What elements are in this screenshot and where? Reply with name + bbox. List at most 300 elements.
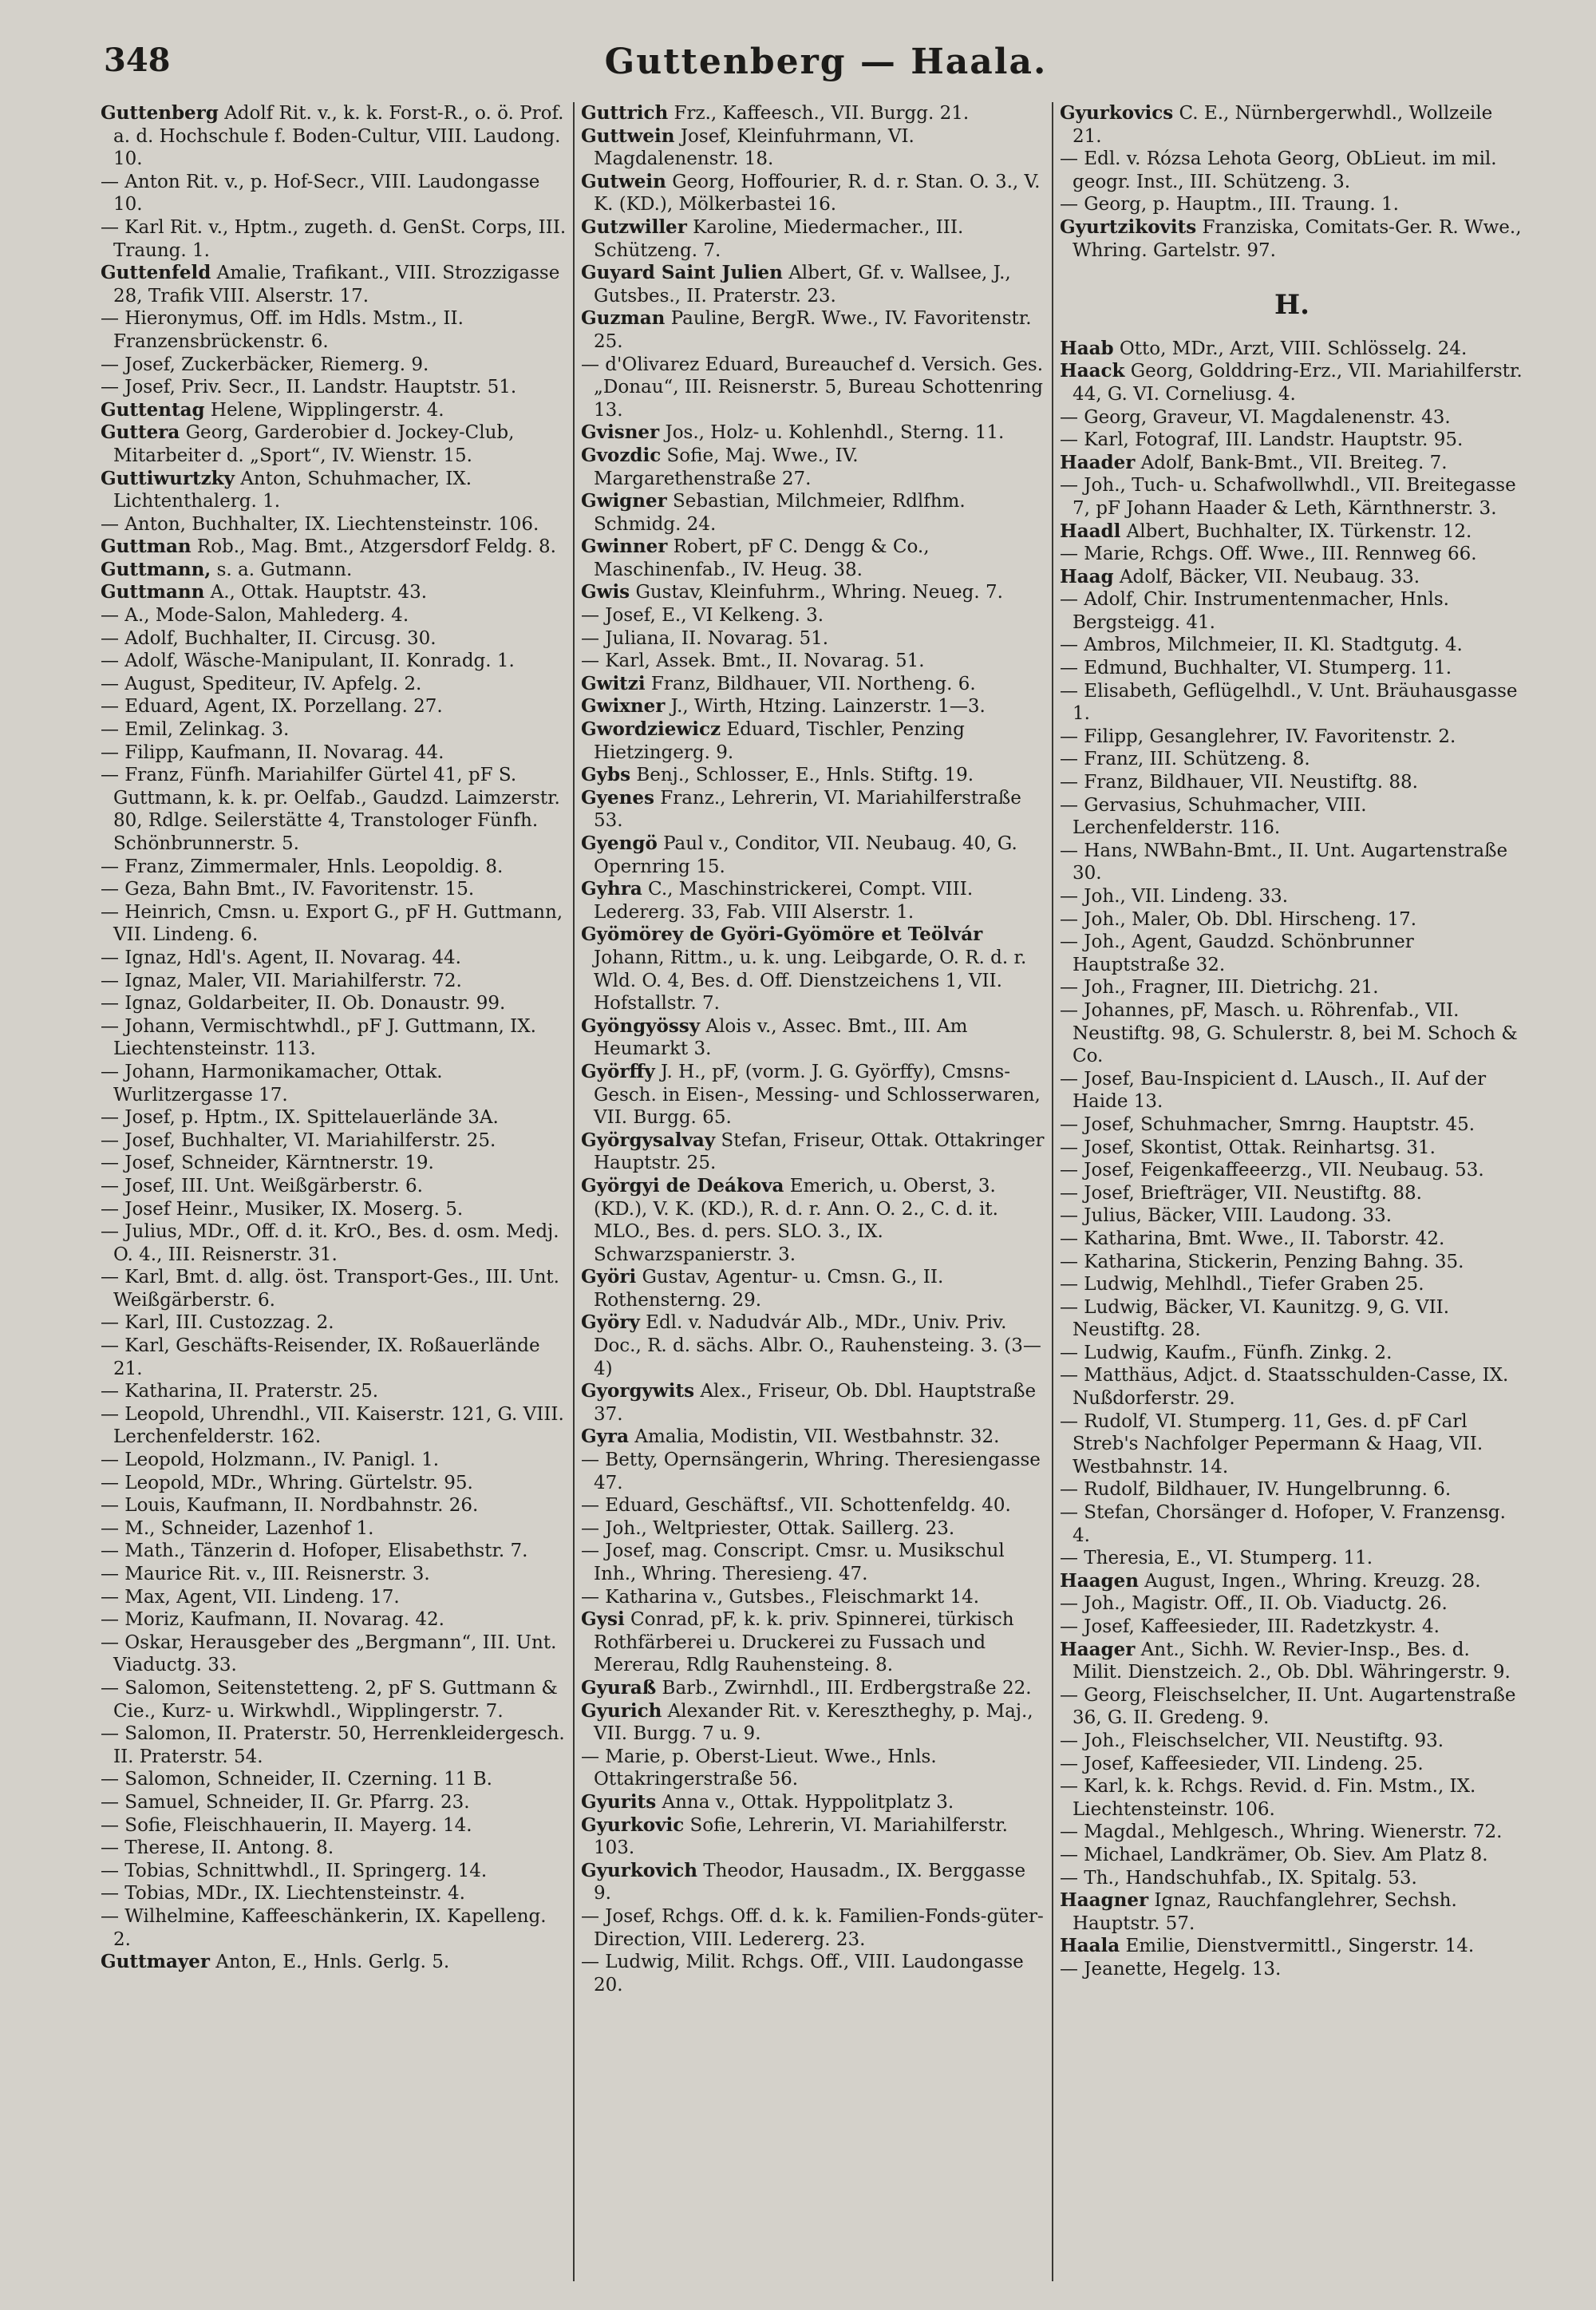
directory-entry — [581, 1951, 1045, 1996]
directory-entry — [581, 1061, 1045, 1129]
entry-surname: Haack — [1060, 360, 1125, 382]
entry-surname: Haager — [1060, 1638, 1136, 1660]
directory-entry — [581, 1608, 1045, 1677]
entry-details: — Joh., Fleischselcher, VII. Neustiftg. 93. — [1060, 1730, 1444, 1751]
directory-entry — [101, 947, 567, 970]
directory-entry — [581, 718, 1045, 764]
entry-surname: Guttrich — [581, 102, 669, 124]
directory-entry — [581, 1175, 1045, 1266]
entry-surname: Gyömörey de Györi-Gyömöre et Teölvár — [581, 924, 983, 946]
entry-details: — Josef, mag. Conscript. Cmsr. u. Musikschul Inh., Whring. Theresieng. 47. — [581, 1541, 1005, 1584]
directory-entry — [581, 1700, 1045, 1746]
entry-details: — Eduard, Geschäftsf., VII. Schottenfeldg. 40. — [581, 1495, 1011, 1517]
entry-surname: Györgysalvay — [581, 1129, 716, 1151]
directory-entry — [581, 1905, 1045, 1951]
entry-surname: Györgyi de Deákova — [581, 1174, 784, 1197]
directory-entry — [1060, 976, 1524, 999]
directory-entry — [101, 1198, 567, 1221]
entry-details: Theodor, Hausadm., IX. Berggasse 9. — [594, 1860, 1026, 1905]
entry-details: — Katharina, Bmt. Wwe., II. Taborstr. 42. — [1060, 1228, 1445, 1249]
entry-details: — Marie, Rchgs. Off. Wwe., III. Rennweg 66. — [1060, 544, 1477, 565]
entry-details: Paul v., Conditor, VII. Neubaug. 40, G. Opernring 15. — [594, 833, 1017, 877]
entry-details: Frz., Kaffeesch., VII. Burgg. 21. — [668, 103, 970, 124]
entry-surname: Guttentag — [101, 398, 205, 421]
entry-details: Georg, Hoffourier, R. d. r. Stan. O. 3., V. K. (KD.), Mölkerbastei 16. — [594, 171, 1041, 216]
directory-entry — [1060, 771, 1524, 794]
directory-entry — [101, 262, 567, 307]
entry-surname: Haag — [1060, 565, 1114, 587]
directory-entry — [581, 1015, 1045, 1061]
entry-details: — Katharina, Stickerin, Penzing Bahng. 35. — [1060, 1251, 1464, 1272]
directory-entry — [1060, 360, 1524, 405]
directory-entry — [101, 399, 567, 422]
directory-entry — [101, 1791, 567, 1814]
entry-surname: Gvozdic — [581, 444, 662, 466]
entry-surname: Gyorgywits — [581, 1380, 695, 1402]
entry-details: — Stefan, Chorsänger d. Hofoper, V. Franzensg. 4. — [1060, 1502, 1506, 1546]
directory-entry — [581, 673, 1045, 696]
entry-surname: Györffy — [581, 1060, 655, 1082]
directory-entry — [1060, 216, 1524, 262]
directory-entry — [1060, 1935, 1524, 1958]
entry-surname: Gyenes — [581, 786, 654, 809]
entry-details: — Edl. v. Rózsa Lehota Georg, ObLieut. im mil. geogr. Inst., III. Schützeng. 3. — [1060, 148, 1497, 192]
entry-details: Eduard, Tischler, Penzing Hietzingerg. 9. — [594, 719, 965, 763]
directory-entry — [101, 468, 567, 513]
directory-entry — [581, 627, 1045, 651]
directory-entry — [1060, 148, 1524, 193]
directory-entry — [1060, 566, 1524, 589]
entry-details: — Ludwig, Kaufm., Fünfh. Zinkg. 2. — [1060, 1342, 1393, 1363]
directory-entry — [1060, 338, 1524, 361]
directory-entry — [1060, 1273, 1524, 1296]
entry-details: — Filipp, Gesanglehrer, IV. Favoritenstr. 2. — [1060, 726, 1456, 747]
directory-entry — [1060, 1570, 1524, 1593]
directory-entry — [101, 650, 567, 673]
entry-details: — Josef, III. Unt. Weißgärberstr. 6. — [101, 1175, 423, 1197]
directory-entry — [1060, 543, 1524, 566]
entry-details: — Samuel, Schneider, II. Gr. Pfarrg. 23. — [101, 1791, 470, 1813]
entry-details: Georg, Golddring-Erz., VII. Mariahilferstr. 44, G. VI. Corneliusg. 4. — [1073, 361, 1523, 405]
entry-surname: Gwis — [581, 581, 630, 603]
entry-details: Otto, MDr., Arzt, VIII. Schlösselg. 24. — [1113, 338, 1468, 359]
entry-details: — Ignaz, Maler, VII. Mariahilferstr. 72. — [101, 970, 462, 991]
entry-details: — Louis, Kaufmann, II. Nordbahnstr. 26. — [101, 1495, 479, 1517]
directory-entry — [581, 1540, 1045, 1585]
directory-entry — [101, 171, 567, 216]
directory-entry — [1060, 474, 1524, 520]
directory-entry — [581, 1311, 1045, 1380]
entry-details: — Josef, Rchgs. Off. d. k. k. Familien-Fonds-güter-Direction, VIII. Ledererg. 23. — [581, 1905, 1044, 1950]
entry-details: — Wilhelmine, Kaffeeschänkerin, IX. Kapelleng. 2. — [101, 1905, 547, 1950]
entry-details: — A., Mode-Salon, Mahlederg. 4. — [101, 605, 409, 627]
directory-entry — [101, 1723, 567, 1768]
entry-details: — Josef, Skontist, Ottak. Reinhartsg. 31. — [1060, 1137, 1436, 1158]
entry-details: — Ignaz, Goldarbeiter, II. Ob. Donaustr. 99. — [101, 993, 506, 1015]
directory-entry — [101, 764, 567, 855]
entry-details: — Karl, Fotograf, III. Landstr. Hauptstr. 95. — [1060, 429, 1464, 451]
entry-details: Pauline, BergR. Wwe., IV. Favoritenstr. 25. — [594, 308, 1032, 352]
directory-entry — [581, 787, 1045, 833]
entry-details: — Josef, Zuckerbäcker, Riemerg. 9. — [101, 354, 429, 375]
entry-details: Josef, Kleinfuhrmann, VI. Magdalenenstr. 18. — [594, 125, 915, 170]
entry-surname: Gyurits — [581, 1790, 657, 1813]
entry-details: — Salomon, Schneider, II. Czerning. 11 B. — [101, 1769, 492, 1790]
entry-details: Alex., Friseur, Ob. Dbl. Hauptstraße 37. — [594, 1381, 1037, 1425]
entry-details: — Franz, Zimmermaler, Hnls. Leopoldig. 8. — [101, 856, 504, 877]
entry-details: — Max, Agent, VII. Lindeng. 17. — [101, 1586, 400, 1608]
entry-details: — Sofie, Fleischhauerin, II. Mayerg. 14. — [101, 1814, 472, 1836]
directory-entry — [101, 1152, 567, 1175]
entry-details: — Anton Rit. v., p. Hof-Secr., VIII. Laudongasse 10. — [101, 171, 540, 216]
entry-surname: Gyurkovich — [581, 1859, 697, 1881]
page-header — [96, 42, 1556, 97]
entry-surname: Haadl — [1060, 520, 1121, 542]
directory-entry — [581, 1129, 1045, 1175]
directory-entry — [581, 262, 1045, 307]
directory-entry — [101, 1632, 567, 1677]
entry-details: Emerich, u. Oberst, 3. (KD.), V. K. (KD.), R. d. r. Ann. O. 2., C. d. it. MLO., Bes. d. pers. SLO. 3., IX. Schwarzspanierstr. 3. — [594, 1175, 998, 1265]
entry-details: — Michael, Landkrämer, Ob. Siev. Am Platz 8. — [1060, 1844, 1488, 1865]
directory-entry — [101, 216, 567, 262]
directory-entry — [101, 718, 567, 742]
entry-surname: Guttman — [101, 536, 192, 558]
entry-details: — Adolf, Buchhalter, II. Circusg. 30. — [101, 627, 437, 649]
entry-details: — Julius, MDr., Off. d. it. KrO., Bes. d. osm. Medj. O. 4., III. Reisnerstr. 31. — [101, 1221, 559, 1265]
entry-details: Anton, E., Hnls. Gerlg. 5. — [209, 1952, 450, 1973]
entry-details: Adolf Rit. v., k. k. Forst-R., o. ö. Prof. a. d. Hochschule f. Boden-Cultur, VIII. Laudong. 10. — [113, 103, 564, 170]
entry-details: — Ignaz, Hdl's. Agent, II. Novarag. 44. — [101, 947, 461, 968]
directory-entry — [1060, 1958, 1524, 1981]
entry-details: Albert, Buchhalter, IX. Türkenstr. 12. — [1120, 520, 1472, 542]
entry-details: — Joh., Maler, Ob. Dbl. Hirscheng. 17. — [1060, 908, 1417, 930]
directory-entry — [1060, 1889, 1524, 1935]
directory-entry — [101, 1905, 567, 1951]
entry-details: — Ludwig, Bäcker, VI. Kaunitzg. 9, G. VII. Neustiftg. 28. — [1060, 1296, 1450, 1341]
entry-details: — Josef, Kaffeesieder, III. Radetzkystr. 4. — [1060, 1616, 1440, 1637]
directory-entry — [101, 1380, 567, 1403]
directory-entry — [101, 1608, 567, 1632]
entry-surname: Gybs — [581, 764, 631, 786]
entry-surname: Gyurtzikovits — [1060, 216, 1197, 238]
directory-entry — [1060, 1616, 1524, 1639]
entry-details: Amalie, Trafikant., VIII. Strozzigasse 28, Trafik VIII. Alserstr. 17. — [113, 263, 560, 307]
entry-details: — Franz, Fünfh. Mariahilfer Gürtel 41, pF S. Guttmann, k. k. pr. Oelfab., Gaudzd. Laimzerstr. 80, Rdlge. Seilerstätte 4, Transtologer Fünfh. Schönbrunnerstr. 5. — [101, 765, 560, 854]
directory-entry — [101, 1586, 567, 1609]
entry-surname: Guttiwurtzky — [101, 467, 235, 489]
entry-details: s. a. Gutmann. — [211, 559, 353, 580]
entry-details: Gustav, Kleinfuhrm., Whring. Neueg. 7. — [630, 582, 1003, 603]
entry-details: — Hans, NWBahn-Bmt., II. Unt. Augartenstraße 30. — [1060, 840, 1508, 884]
entry-surname: Guttenberg — [101, 102, 219, 124]
entry-details: — Josef, Feigenkaffeeerzg., VII. Neubaug. 53. — [1060, 1160, 1484, 1181]
directory-entry — [581, 490, 1045, 536]
entry-surname: Gwinner — [581, 536, 668, 558]
entry-details: Georg, Garderobier d. Jockey-Club, Mitarbeiter d. „Sport“, IV. Wienstr. 15. — [113, 422, 515, 466]
directory-entry — [101, 1403, 567, 1449]
directory-entry — [101, 1563, 567, 1586]
entry-surname: Gwixner — [581, 695, 666, 718]
entry-details: — Karl, Geschäfts-Reisender, IX. Roßauerlände 21. — [101, 1335, 540, 1379]
directory-entry — [1060, 1684, 1524, 1730]
directory-entry — [1060, 931, 1524, 976]
directory-entry — [1060, 999, 1524, 1068]
directory-entry — [1060, 1775, 1524, 1821]
directory-entry — [101, 856, 567, 879]
entry-details: — Adolf, Wäsche-Manipulant, II. Konradg. 1. — [101, 651, 515, 672]
entry-details: — Joh., Fragner, III. Dietrichg. 21. — [1060, 977, 1379, 999]
directory-entry — [581, 1449, 1045, 1494]
entry-details: — Joh., VII. Lindeng. 33. — [1060, 886, 1289, 907]
directory-entry — [581, 1266, 1045, 1311]
directory-entry — [581, 1814, 1045, 1860]
entry-details: Amalia, Modistin, VII. Westbahnstr. 32. — [629, 1426, 1000, 1448]
entry-surname: Gyuraß — [581, 1676, 657, 1699]
entry-details: Rob., Mag. Bmt., Atzgersdorf Feldg. 8. — [191, 536, 556, 558]
entry-details: — Josef Heinr., Musiker, IX. Moserg. 5. — [101, 1198, 464, 1220]
entry-details: — Theresia, E., VI. Stumperg. 11. — [1060, 1548, 1373, 1569]
directory-entry — [101, 1860, 567, 1883]
entry-details: — Salomon, Seitenstetteng. 2, pF S. Guttmann & Cie., Kurz- u. Wirkwhdl., Wipplingerstr. 7. — [101, 1677, 558, 1722]
directory-entry — [101, 1266, 567, 1311]
entry-details: Robert, pF C. Dengg & Co., Maschinenfab., IV. Heug. 38. — [594, 536, 930, 580]
entry-details: — d'Olivarez Eduard, Bureauchef d. Versich. Ges. „Donau“, III. Reisnerstr. 5, Bureau Schottenring 13. — [581, 354, 1044, 421]
directory-entry — [101, 1015, 567, 1061]
directory-entry — [101, 695, 567, 718]
column-2 — [573, 102, 1052, 2281]
entry-details: — Katharina v., Gutsbes., Fleischmarkt 14. — [581, 1586, 980, 1608]
entry-details: A., Ottak. Hauptstr. 43. — [204, 582, 428, 603]
directory-entry — [1060, 657, 1524, 680]
entry-details: Adolf, Bäcker, VII. Neubaug. 33. — [1113, 566, 1420, 587]
entry-surname: Gyhra — [581, 878, 642, 900]
directory-entry — [1060, 1478, 1524, 1501]
directory-entry — [101, 1311, 567, 1335]
directory-entry — [101, 581, 567, 604]
directory-entry — [1060, 1251, 1524, 1274]
entry-details: — Emil, Zelinkag. 3. — [101, 719, 290, 741]
directory-entry — [101, 559, 567, 582]
directory-entry — [101, 376, 567, 399]
entry-surname: Gwitzi — [581, 672, 646, 694]
entry-details: — Georg, Fleischselcher, II. Unt. Augartenstraße 36, G. II. Gredeng. 9. — [1060, 1684, 1516, 1729]
section-heading: H. — [1274, 289, 1310, 322]
entry-details: — Georg, p. Hauptm., III. Traung. 1. — [1060, 194, 1399, 216]
entry-details: — Johann, Vermischtwhdl., pF J. Guttmann, IX. Liechtensteinstr. 113. — [101, 1015, 536, 1060]
directory-entry — [1060, 452, 1524, 475]
directory-entry — [581, 604, 1045, 627]
directory-entry — [101, 673, 567, 696]
entry-details: Edl. v. Nadudvár Alb., MDr., Univ. Priv. Doc., R. d. sächs. Albr. O., Rauhensteing. 3. (3—4) — [594, 1312, 1041, 1379]
entry-details: Alois v., Assec. Bmt., III. Am Heumarkt 3. — [594, 1015, 968, 1060]
entry-details: Alexander Rit. v. Keresztheghy, p. Maj., VII. Burgg. 7 u. 9. — [594, 1700, 1033, 1745]
entry-details: — Matthäus, Adjct. d. Staatsschulden-Casse, IX. Nußdorferstr. 29. — [1060, 1365, 1509, 1410]
directory-entry — [1060, 193, 1524, 216]
directory-entry — [101, 1175, 567, 1198]
entry-details: J., Wirth, Htzing. Lainzerstr. 1—3. — [665, 696, 986, 718]
entry-details: — Franz, III. Schützeng. 8. — [1060, 749, 1310, 770]
directory-entry — [581, 878, 1045, 924]
directory-entry — [101, 1449, 567, 1472]
column-1 — [94, 102, 573, 2281]
entry-surname: Gyurich — [581, 1699, 662, 1722]
entry-details: Franziska, Comitats-Ger. R. Wwe., Whring. Gartelstr. 97. — [1073, 216, 1522, 261]
page-number: 348 — [104, 42, 171, 79]
entry-details: — Karl, Assek. Bmt., II. Novarag. 51. — [581, 651, 925, 672]
entry-details: Albert, Gf. v. Wallsee, J., Gutsbes., II. Praterstr. 23. — [594, 263, 1011, 307]
entry-details: — Anton, Buchhalter, IX. Liechtensteinstr. 106. — [101, 513, 539, 535]
entry-surname: Haader — [1060, 451, 1136, 473]
directory-entry — [1060, 794, 1524, 840]
entry-details: — Magdal., Mehlgesch., Whring. Wienerstr. 72. — [1060, 1821, 1503, 1843]
entry-details: Sofie, Lehrerin, VI. Mariahilferstr. 103. — [594, 1814, 1008, 1859]
directory-entry — [101, 1837, 567, 1860]
directory-entry — [101, 1540, 567, 1563]
directory-entry — [581, 1380, 1045, 1426]
entry-details: — Filipp, Kaufmann, II. Novarag. 44. — [101, 742, 444, 763]
entry-details: — Joh., Weltpriester, Ottak. Saillerg. 23. — [581, 1517, 955, 1539]
directory-entry — [101, 627, 567, 651]
entry-details: — Leopold, MDr., Whring. Gürtelstr. 95. — [101, 1472, 473, 1493]
directory-entry — [581, 1746, 1045, 1791]
entry-details: — Josef, Bau-Inspicient d. LAusch., II. Auf der Haide 13. — [1060, 1068, 1487, 1113]
entry-details: — Joh., Agent, Gaudzd. Schönbrunner Hauptstraße 32. — [1060, 932, 1414, 975]
entry-details: Anna v., Ottak. Hyppolitplatz 3. — [656, 1791, 954, 1813]
entry-details: — Josef, Schneider, Kärntnerstr. 19. — [101, 1153, 434, 1174]
directory-entry — [101, 1882, 567, 1905]
entry-surname: Györi — [581, 1266, 637, 1288]
entry-details: — Th., Handschuhfab., IX. Spitalg. 53. — [1060, 1867, 1417, 1889]
entry-details: — Eduard, Agent, IX. Porzellang. 27. — [101, 696, 443, 718]
entry-details: J. H., pF, (vorm. J. G. Györffy), Cmsns-Gesch. in Eisen-, Messing- und Schlosserwaren, VII. Burgg. 65. — [594, 1061, 1041, 1129]
entry-details: Barb., Zwirnhdl., III. Erdbergstraße 22. — [656, 1677, 1032, 1699]
entry-details: Emilie, Dienstvermittl., Singerstr. 14. — [1120, 1936, 1475, 1957]
entry-details: — Leopold, Holzmann., IV. Panigl. 1. — [101, 1450, 440, 1471]
entry-details: — Moriz, Kaufmann, II. Novarag. 42. — [101, 1609, 444, 1631]
entry-details: — Geza, Bahn Bmt., IV. Favoritenstr. 15. — [101, 879, 475, 900]
entry-details: — Tobias, MDr., IX. Liechtensteinstr. 4. — [101, 1883, 465, 1905]
entry-details: — Leopold, Uhrendhl., VII. Kaiserstr. 121, G. VIII. Lerchenfelderstr. 162. — [101, 1403, 564, 1448]
directory-entry — [1060, 1296, 1524, 1342]
column-3 — [1052, 102, 1531, 2281]
directory-entry — [1060, 1844, 1524, 1867]
entry-details: — Betty, Opernsängerin, Whring. Theresiengasse 47. — [581, 1450, 1041, 1493]
entry-details: — Josef, Kaffeesieder, VII. Lindeng. 25. — [1060, 1753, 1424, 1774]
entry-surname: Guttenfeld — [101, 262, 211, 284]
entry-surname: Gyurkovic — [581, 1814, 685, 1836]
entry-details: — Ambros, Milchmeier, II. Kl. Stadtgutg. 4. — [1060, 635, 1463, 656]
entry-details: C., Maschinstrickerei, Compt. VIII. Ledererg. 33, Fab. VIII Alserstr. 1. — [594, 879, 974, 923]
directory-entry — [581, 1517, 1045, 1541]
entry-details: Ignaz, Rauchfanglehrer, Sechsh. Hauptstr. 57. — [1073, 1890, 1457, 1934]
entry-surname: Györy — [581, 1311, 640, 1334]
entry-details: — Karl Rit. v., Hptm., zugeth. d. GenSt. Corps, III. Traung. 1. — [101, 216, 567, 261]
entry-details: — Georg, Graveur, VI. Magdalenenstr. 43. — [1060, 406, 1451, 428]
entry-surname: Gvisner — [581, 421, 660, 444]
entry-details: — Karl, k. k. Rchgs. Revid. d. Fin. Mstm., IX. Liechtensteinstr. 106. — [1060, 1776, 1476, 1820]
entry-details: — Josef, p. Hptm., IX. Spittelauerlände 3A. — [101, 1107, 499, 1129]
directory-entry — [1060, 1159, 1524, 1182]
directory-entry — [101, 1951, 567, 1974]
entry-details: — August, Spediteur, IV. Apfelg. 2. — [101, 673, 422, 694]
directory-entry — [581, 216, 1045, 262]
entry-surname: Guttmann — [101, 581, 205, 603]
directory-entry — [581, 421, 1045, 445]
directory-entry — [581, 1677, 1045, 1700]
directory-entry — [101, 421, 567, 467]
entry-details: — Ludwig, Milit. Rchgs. Off., VIII. Laudongasse 20. — [581, 1952, 1024, 1996]
entry-details: Karoline, Miedermacher., III. Schützeng. 7. — [594, 216, 964, 261]
directory-entry — [1060, 102, 1524, 148]
directory-entry — [1060, 1068, 1524, 1113]
entry-details: — M., Schneider, Lazenhof 1. — [101, 1517, 374, 1539]
directory-entry — [101, 992, 567, 1015]
entry-surname: Guzman — [581, 307, 666, 330]
directory-entry — [581, 102, 1045, 125]
entry-details: — Maurice Rit. v., III. Reisnerstr. 3. — [101, 1564, 430, 1584]
entry-surname: Guttmann, — [101, 558, 211, 580]
directory-entry — [101, 1220, 567, 1266]
directory-entry — [581, 307, 1045, 353]
directory-entry — [101, 354, 567, 377]
entry-surname: Gwordziewicz — [581, 718, 721, 741]
entry-details: — Heinrich, Cmsn. u. Export G., pF H. Guttmann, VII. Lindeng. 6. — [101, 901, 563, 946]
entry-surname: Gutwein — [581, 170, 666, 192]
directory-entry — [581, 833, 1045, 878]
directory-entry — [1060, 429, 1524, 452]
entry-details: — Josef, Priv. Secr., II. Landstr. Hauptstr. 51. — [101, 377, 517, 398]
entry-surname: Gwigner — [581, 490, 667, 512]
entry-details: — Joh., Tuch- u. Schafwollwhdl., VII. Breitegasse 7, pF Johann Haader & Leth, Kärnthnerstr. 3. — [1060, 475, 1516, 519]
directory-entry — [101, 1129, 567, 1153]
entry-details: August, Ingen., Whring. Kreuzg. 28. — [1138, 1570, 1481, 1592]
directory-entry — [1060, 1730, 1524, 1753]
entry-surname: Gutzwiller — [581, 216, 687, 238]
directory-entry — [101, 1768, 567, 1791]
entry-details: — Elisabeth, Geflügelhdl., V. Unt. Bräuhausgasse 1. — [1060, 680, 1518, 725]
running-head: Guttenberg — Haala. — [604, 42, 1048, 82]
directory-entry — [101, 901, 567, 947]
directory-entry — [101, 604, 567, 627]
entry-details: Adolf, Bank-Bmt., VII. Breiteg. 7. — [1135, 452, 1448, 473]
directory-entry — [101, 1814, 567, 1837]
entry-details: Conrad, pF, k. k. priv. Spinnerei, türkisch Rothfärberei u. Druckerei zu Fussach und Mererau, Rdlg Rauhensteing. 8. — [594, 1609, 1014, 1676]
directory-entry — [1060, 1410, 1524, 1479]
entry-details: — Math., Tänzerin d. Hofoper, Elisabethstr. 7. — [101, 1541, 528, 1562]
directory-entry — [1060, 1364, 1524, 1410]
entry-details: Gustav, Agentur- u. Cmsn. G., II. Rothensterng. 29. — [594, 1267, 944, 1311]
directory-entry — [1060, 680, 1524, 726]
entry-details: — Edmund, Buchhalter, VI. Stumperg. 11. — [1060, 658, 1452, 679]
entry-details: — Oskar, Herausgeber des „Bergmann“, III. Unt. Viaductg. 33. — [101, 1632, 557, 1676]
entry-details: Benj., Schlosser, E., Hnls. Stiftg. 19. — [630, 765, 974, 786]
directory-entry — [1060, 520, 1524, 544]
directory-entry — [101, 102, 567, 171]
directory-entry — [1060, 1342, 1524, 1365]
directory-entry — [101, 878, 567, 901]
directory-entry — [1060, 726, 1524, 749]
entry-surname: Guttera — [101, 421, 180, 444]
entry-details: Ant., Sichh. W. Revier-Insp., Bes. d. Milit. Dienstzeich. 2., Ob. Dbl. Währingerstr. 9. — [1073, 1639, 1511, 1683]
entry-surname: Gysi — [581, 1608, 625, 1631]
entry-surname: Haagner — [1060, 1889, 1149, 1912]
directory-entry — [1060, 588, 1524, 634]
directory-entry — [581, 764, 1045, 787]
directory-entry — [101, 1677, 567, 1723]
directory-entry — [1060, 1867, 1524, 1890]
directory-entry — [581, 171, 1045, 216]
directory-entry — [581, 695, 1045, 718]
